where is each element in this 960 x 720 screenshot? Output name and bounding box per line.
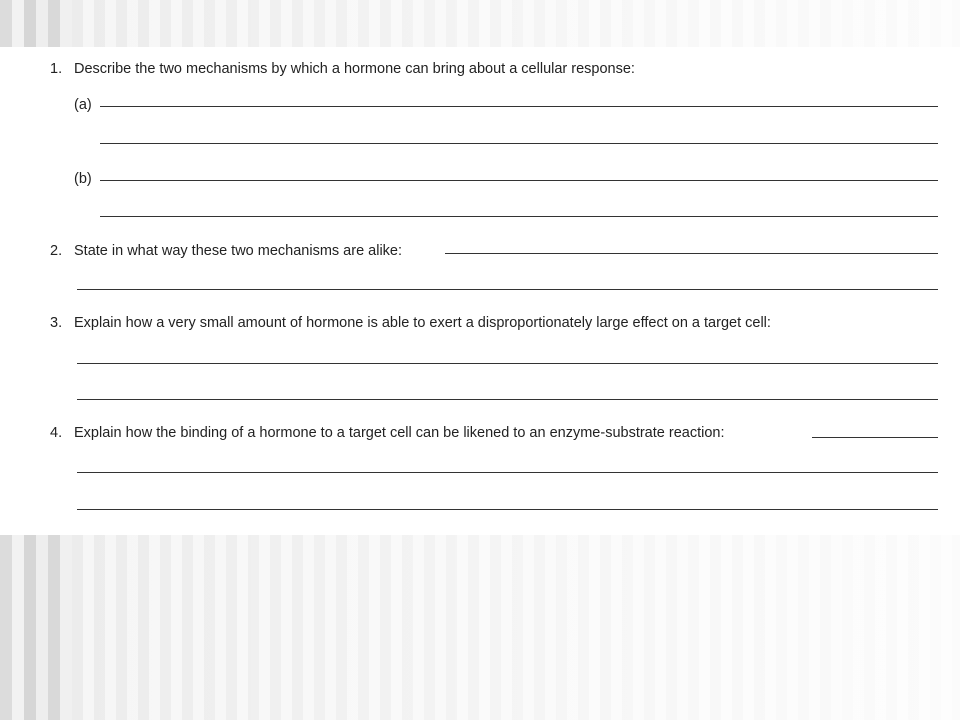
background-stripes-top	[0, 0, 960, 47]
question-2-text: State in what way these two mechanisms are alike:	[74, 243, 403, 259]
question-3	[50, 315, 771, 331]
answer-line-2-1[interactable]	[445, 253, 938, 254]
answer-line-1b-1[interactable]	[100, 180, 938, 181]
question-3-number: 3.	[50, 315, 63, 331]
question-1a-label: (a)	[74, 97, 92, 113]
question-2	[50, 243, 402, 259]
answer-line-1a-2[interactable]	[100, 143, 938, 144]
answer-line-2-2[interactable]	[77, 289, 938, 290]
answer-line-1a-1[interactable]	[100, 106, 938, 107]
question-1	[50, 61, 635, 77]
answer-line-4-1[interactable]	[812, 437, 938, 438]
question-1b-label: (b)	[74, 171, 92, 187]
answer-line-4-3[interactable]	[77, 509, 938, 510]
answer-line-4-2[interactable]	[77, 472, 938, 473]
question-4-text: Explain how the binding of a hormone to a target cell can be likened to an enzyme-substrate reaction:	[74, 425, 725, 441]
question-3-text: Explain how a very small amount of hormone is able to exert a disproportionately large effect on a target cell:	[74, 315, 771, 331]
answer-line-3-2[interactable]	[77, 399, 938, 400]
question-4	[50, 425, 724, 441]
question-1-number: 1.	[50, 61, 63, 77]
question-1-text: Describe the two mechanisms by which a hormone can bring about a cellular response:	[74, 61, 635, 77]
worksheet	[0, 47, 960, 535]
question-2-number: 2.	[50, 243, 63, 259]
question-4-number: 4.	[50, 425, 63, 441]
answer-line-1b-2[interactable]	[100, 216, 938, 217]
background-stripes-bottom	[0, 535, 960, 720]
answer-line-3-1[interactable]	[77, 363, 938, 364]
